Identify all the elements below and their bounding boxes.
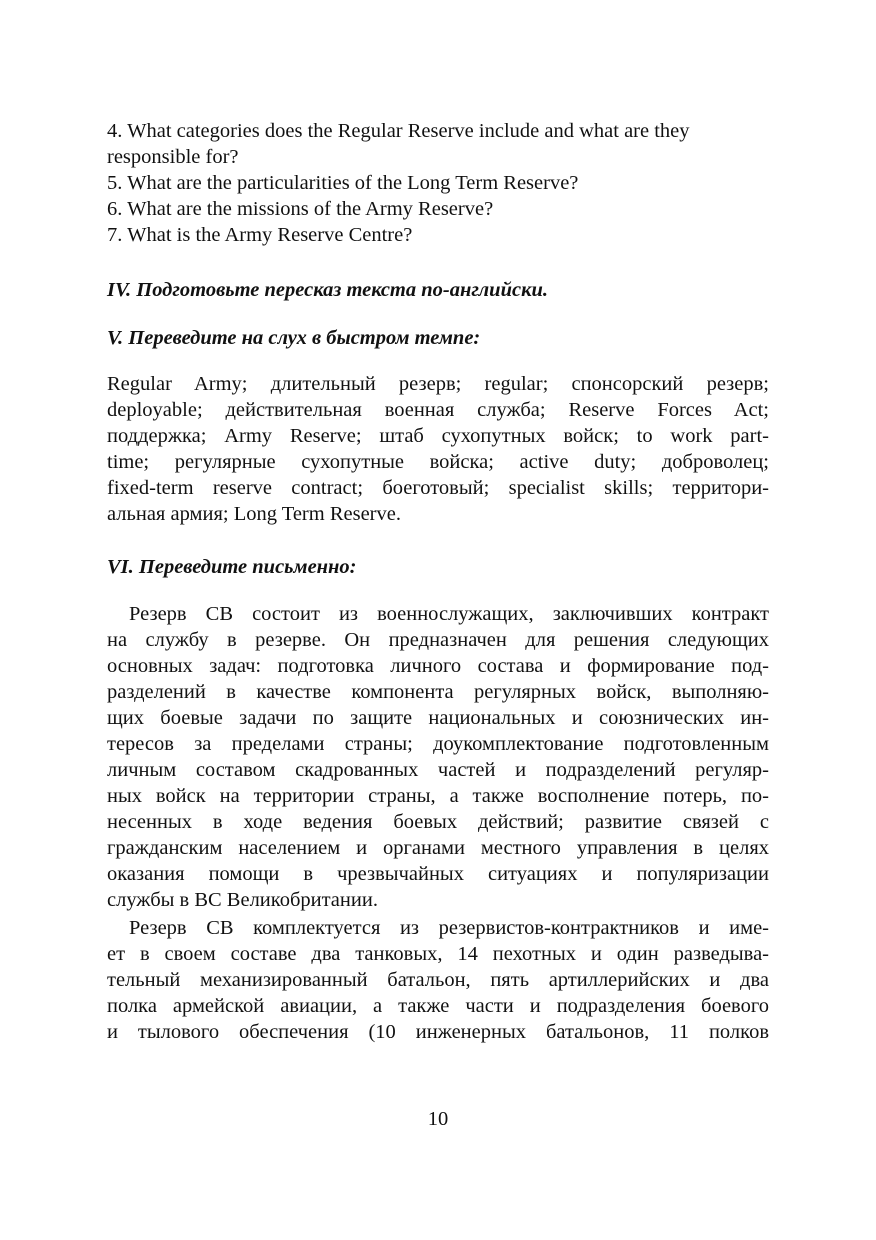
text-line: тересов за пределами страны; доукомплектование подготовленным [107,733,769,755]
text-line: 6. What are the missions of the Army Reserve? [107,198,494,220]
heading-exercise-v: V. Переведите на слух в быстром темпе: [107,327,481,349]
text-line: основных задач: подготовка личного состава и формирование под- [107,655,769,677]
text-line: fixed-term reserve contract; боеготовый; specialist skills; территори- [107,477,769,499]
page-number: 10 [427,1108,449,1130]
text-line: Резерв СВ комплектуется из резервистов-контрактников и име- [129,917,769,939]
questions-list [107,118,769,248]
text-line: разделений в качестве компонента регулярных войск, выполняю- [107,681,769,703]
text-line: deployable; действительная военная служба; Reserve Forces Act; [107,399,769,421]
text-line: на службу в резерве. Он предназначен для решения следующих [107,629,769,651]
text-line: и тылового обеспечения (10 инженерных батальонов, 11 полков [107,1021,769,1043]
text-line: 7. What is the Army Reserve Centre? [107,224,413,246]
text-line: ет в своем составе два танковых, 14 пехотных и один разведыва- [107,943,769,965]
text-line: альная армия; Long Term Reserve. [107,503,401,525]
translation-paragraph-2 [107,915,769,1045]
text-line: responsible for? [107,146,239,168]
text-line: 4. What categories does the Regular Reserve include and what are they [107,120,690,142]
text-line: ных войск на территории страны, а также восполнение потерь, по- [107,785,769,807]
text-line: тельный механизированный батальон, пять артиллерийских и два [107,969,769,991]
text-line: поддержка; Army Reserve; штаб сухопутных войск; to work part- [107,425,769,447]
heading-exercise-iv: IV. Подготовьте пересказ текста по-английски. [107,279,549,301]
text-line: щих боевые задачи по защите национальных и союзнических ин- [107,707,769,729]
text-line: несенных в ходе ведения боевых действий; развитие связей с [107,811,769,833]
text-line: службы в ВС Великобритании. [107,889,378,911]
text-line: гражданским населением и органами местного управления в целях [107,837,769,859]
text-line: 5. What are the particularities of the Long Term Reserve? [107,172,579,194]
vocabulary-paragraph [107,371,769,527]
text-line: личным составом скадрованных частей и подразделений регуляр- [107,759,769,781]
text-line: Резерв СВ состоит из военнослужащих, заключивших контракт [129,603,769,625]
translation-paragraph-1 [107,601,769,913]
text-line: полка армейской авиации, а также части и подразделения боевого [107,995,769,1017]
text-line: оказания помощи в чрезвычайных ситуациях и популяризации [107,863,769,885]
text-line: Regular Army; длительный резерв; regular; спонсорский резерв; [107,373,769,395]
text-line: time; регулярные сухопутные войска; active duty; доброволец; [107,451,769,473]
heading-exercise-vi: VI. Переведите письменно: [107,556,357,578]
